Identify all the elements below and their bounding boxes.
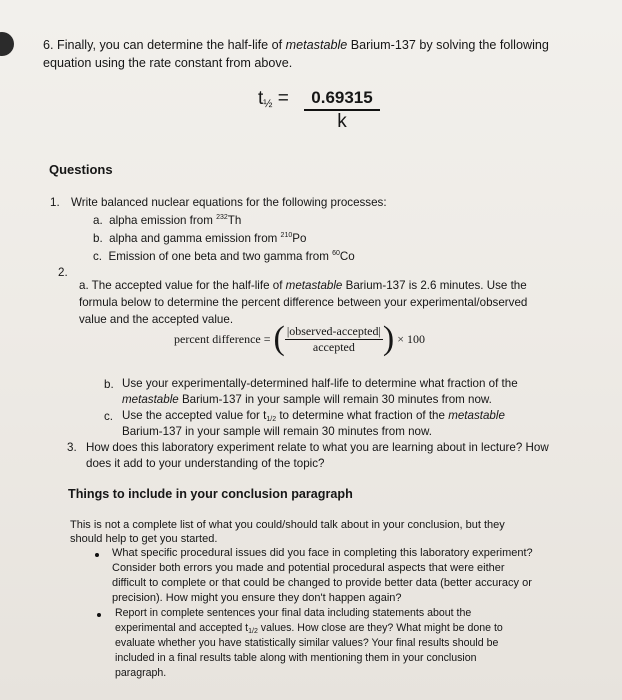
q2c-letter: c. xyxy=(104,410,114,423)
q2c-line2: Barium-137 in your sample will remain 30 minutes from now. xyxy=(122,425,432,438)
formula-equals: = xyxy=(277,88,289,109)
halflife-formula-lhs xyxy=(258,88,289,110)
q1-item-c-letter: c. xyxy=(93,250,103,263)
bullet2-line4: included in a final results table along with mentioning them in your conclusion xyxy=(115,652,477,664)
q6-line2: equation using the rate constant from above. xyxy=(43,56,293,70)
pd-numerator: |observed-accepted| xyxy=(286,323,381,338)
q1-item-b-letter: b. xyxy=(93,232,103,245)
bullet-dot-1 xyxy=(95,553,99,557)
q6-line1-italic: metastable xyxy=(285,38,348,52)
intro-line1: This is not a complete list of what you could/should talk about in your conclusion, but they xyxy=(70,519,505,531)
q2a-line1 xyxy=(79,279,527,293)
percent-difference-formula xyxy=(174,322,425,356)
q2-number: 2. xyxy=(58,266,68,279)
q1-item-b xyxy=(93,232,306,246)
bullet2-line2-sub: 1/2 xyxy=(248,628,258,635)
pd-denominator: accepted xyxy=(312,339,355,354)
pd-left-paren: ( xyxy=(273,320,285,357)
q2a-line2: formula below to determine the percent difference between your experimental/observed xyxy=(79,296,528,309)
bullet1-line2: Consider both errors you made and potential procedural aspects that were either xyxy=(112,562,505,574)
intro-line2: should help to get you started. xyxy=(70,533,218,545)
q1-text: Write balanced nuclear equations for the following processes: xyxy=(71,196,387,209)
q1-item-b-mass: 210 xyxy=(280,232,293,239)
q1-item-a-text: alpha emission from xyxy=(109,214,217,227)
bullet2-line5: paragraph. xyxy=(115,667,167,679)
q3-line2: does it add to your understanding of the topic? xyxy=(86,457,325,470)
q2a-line3: value and the accepted value. xyxy=(79,313,234,326)
q1-item-c xyxy=(93,250,355,264)
bullet2-line1: Report in complete sentences your final data including statements about the xyxy=(115,607,472,619)
q2a-line1-start: a. The accepted value for the half-life of xyxy=(79,279,286,292)
q3-line1: How does this laboratory experiment relate to what you are learning about in lecture? How xyxy=(86,441,549,454)
q1-item-c-element: Co xyxy=(339,250,355,263)
q2c-line1-sub: 1/2 xyxy=(266,416,277,423)
pd-right-paren: ) xyxy=(382,320,395,357)
q1-item-a xyxy=(93,214,241,228)
halflife-formula-fraction xyxy=(304,88,380,133)
pd-times-100: × 100 xyxy=(397,331,426,346)
conclusion-heading: Things to include in your conclusion paragraph xyxy=(68,487,353,501)
q1-item-c-text: Emission of one beta and two gamma from xyxy=(108,250,333,263)
q1-item-b-text: alpha and gamma emission from xyxy=(109,232,281,245)
q6-line1 xyxy=(43,38,549,52)
q3-number: 3. xyxy=(67,441,77,454)
q2b-line1: Use your experimentally-determined half-life to determine what fraction of the xyxy=(122,377,518,390)
bullet1-line3: difficult to complete or that could be changed to provide better data (better accuracy or xyxy=(112,577,532,589)
binder-hole xyxy=(0,32,14,56)
q2c-line1-start: Use the accepted value for t xyxy=(122,409,267,422)
q2b-line2-end: Barium-137 in your sample will remain 30 minutes from now. xyxy=(178,393,492,406)
q2b-line2-italic: metastable xyxy=(122,393,179,406)
q1-item-b-element: Po xyxy=(292,232,307,245)
q1-item-a-mass: 232 xyxy=(216,214,228,221)
bullet2-line2-start: experimental and accepted t xyxy=(115,622,249,634)
q2c-line1-italic: metastable xyxy=(448,409,505,422)
formula-numerator: 0.69315 xyxy=(304,88,380,111)
pd-fraction xyxy=(285,324,383,355)
bullet2-line3: evaluate whether you have statistically similar values? Your final results should be xyxy=(115,637,499,649)
pd-label: percent difference = xyxy=(174,331,271,346)
q2c-line1 xyxy=(122,409,505,423)
q1-number: 1. xyxy=(50,196,60,209)
q2c-line1-mid: to determine what fraction of the xyxy=(276,409,449,422)
q6-line1-text: 6. Finally, you can determine the half-life of xyxy=(43,38,286,52)
q1-item-c-mass: 60 xyxy=(332,250,340,257)
bullet1-line4: precision). How might you ensure they don't happen again? xyxy=(112,592,402,604)
formula-denominator: k xyxy=(337,111,347,132)
bullet2-line2-end: values. How close are they? What might be done to xyxy=(257,622,503,634)
questions-heading: Questions xyxy=(49,162,113,177)
q2a-line1-end: Barium-137 is 2.6 minutes. Use the xyxy=(342,279,527,292)
formula-subscript: ½ xyxy=(263,98,273,110)
formula-t: t xyxy=(258,88,264,109)
q1-item-a-letter: a. xyxy=(93,214,103,227)
q2b-letter: b. xyxy=(104,378,114,391)
q2a-line1-italic: metastable xyxy=(285,279,343,292)
bullet1-line1: What specific procedural issues did you face in completing this laboratory experiment? xyxy=(112,547,533,559)
bullet2-line2 xyxy=(115,621,503,635)
q1-item-a-element: Th xyxy=(227,214,242,227)
bullet-dot-2 xyxy=(97,613,101,617)
q6-line1-end: Barium-137 by solving the following xyxy=(347,38,549,52)
q2b-line2 xyxy=(122,393,492,407)
